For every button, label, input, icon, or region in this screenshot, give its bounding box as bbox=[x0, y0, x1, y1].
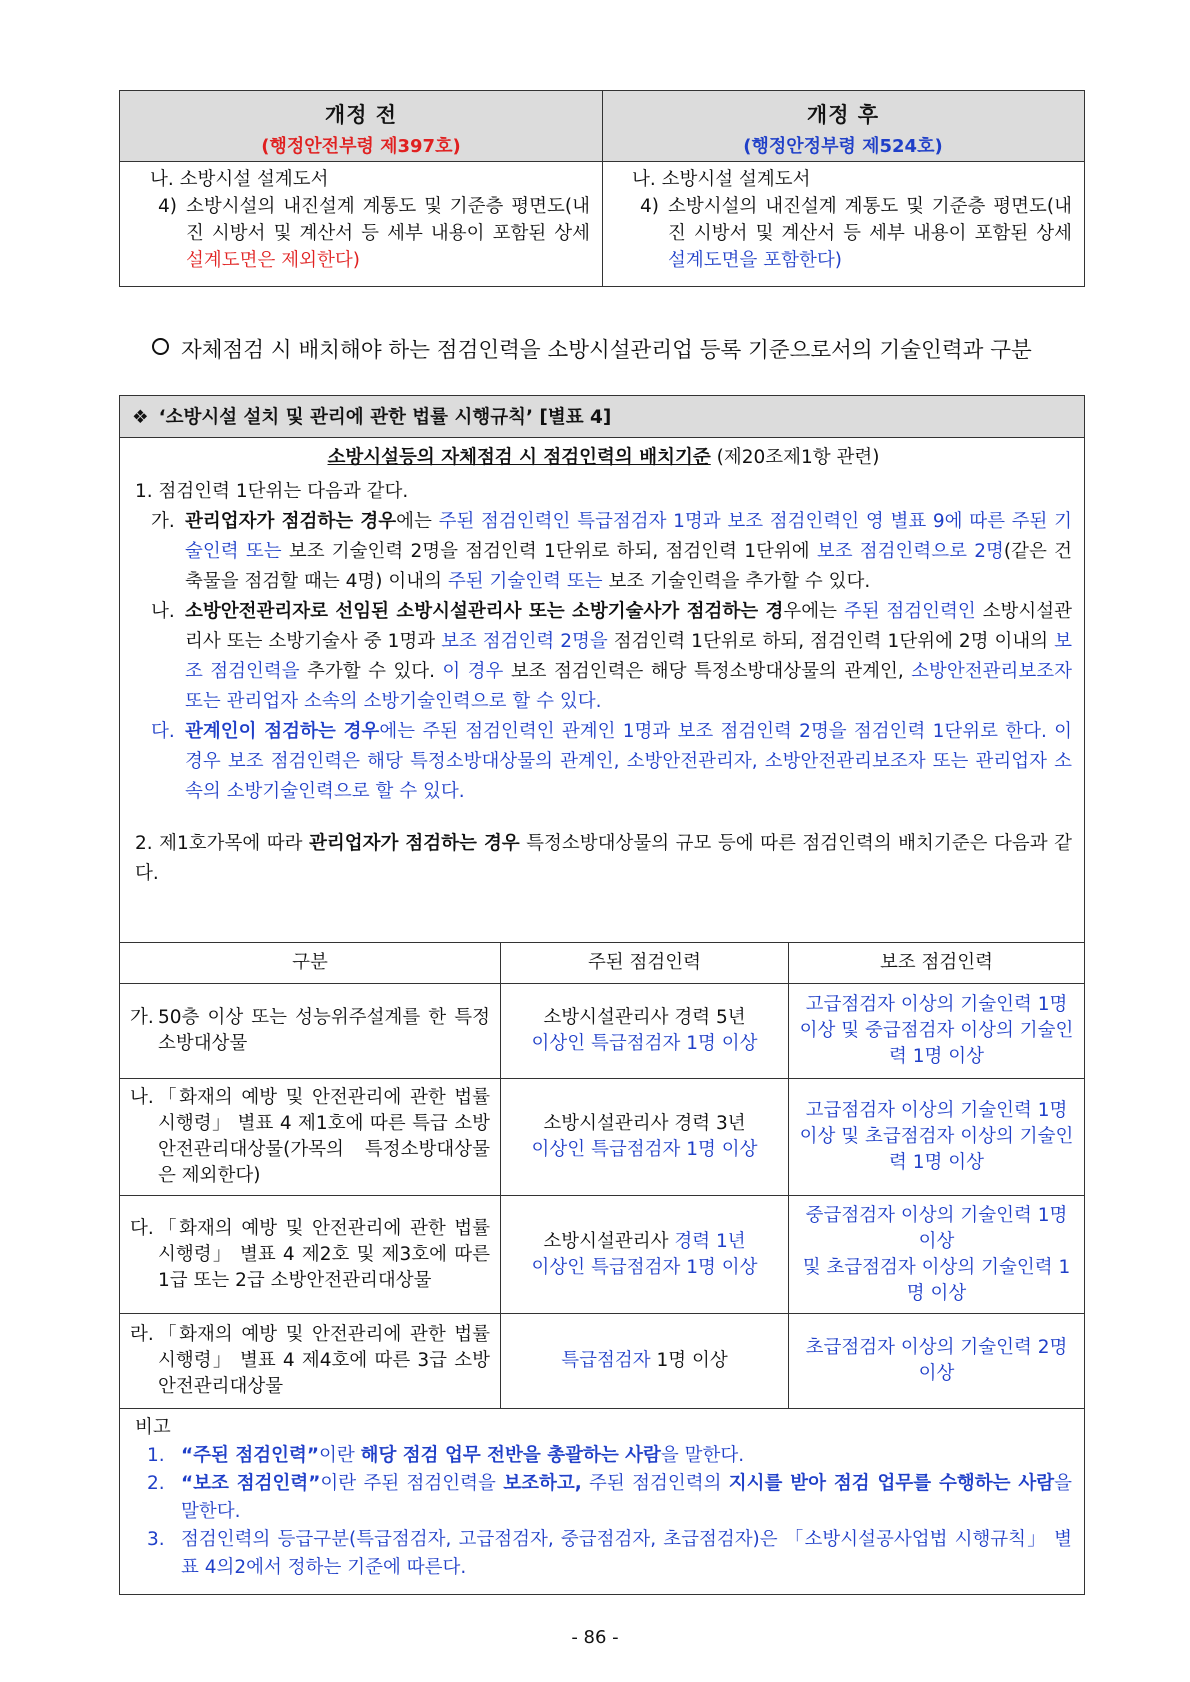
paragraph-2 bbox=[135, 829, 1072, 889]
before-item-text-a: 소방시설의 내진설계 계통도 및 기준층 평면도(내진 시방서 및 계산서 등 세부 내용이 포함된 상세 bbox=[186, 196, 590, 244]
item-ga-t6: (같은 건축물을 점검할 때는 4명) 이내의 bbox=[185, 541, 1072, 592]
row-ra-cat: 「화재의 예방 및 안전관리에 관한 법률 시행령」 별표 4 제4호에 따른 3급 소방안전관리대상물 bbox=[158, 1324, 490, 1397]
bullet-heading-text: 자체점검 시 배치해야 하는 점검인력을 소방시설관리업 등록 기준으로서의 기술인력과 구분 bbox=[181, 338, 1032, 363]
note-1 bbox=[135, 1442, 1072, 1470]
grid-row-ra bbox=[120, 1314, 1084, 1409]
item-ga bbox=[135, 507, 1072, 597]
paragraph-2-a: 2. 제1호가목에 따라 bbox=[135, 833, 309, 854]
notes-label: 비고 bbox=[135, 1417, 171, 1438]
row-ga-no: 가. bbox=[130, 1007, 154, 1028]
row-da-category bbox=[120, 1196, 501, 1313]
item-da bbox=[135, 717, 1072, 807]
item-na-text bbox=[185, 597, 1072, 717]
note-2-b: 이란 주된 점검인력을 bbox=[320, 1473, 504, 1494]
grid-header-row bbox=[120, 943, 1084, 984]
row-ga-main-b: 이상인 특급점검자 1명 이상 bbox=[531, 1033, 758, 1054]
row-da-sub bbox=[789, 1196, 1084, 1313]
row-ga-category bbox=[120, 984, 501, 1078]
row-da-main-a0: 소방시설관리사 bbox=[543, 1230, 675, 1252]
note-2-text bbox=[181, 1470, 1072, 1526]
item-na-bold: 소방안전관리자로 선임된 소방시설관리사 또는 소방기술사가 점검하는 경 bbox=[185, 601, 784, 622]
note-1-c: 해당 점검 업무 전반을 총괄하는 사람 bbox=[360, 1445, 661, 1466]
note-2-f: 을 말한다. bbox=[181, 1473, 1072, 1522]
note-2-c: 보조하고, bbox=[503, 1473, 582, 1494]
item-na-blue5: 소방안전관리보조자 또는 관리업자 소속의 소방기술인력으로 할 수 있다. bbox=[185, 661, 1072, 712]
item-ga-blue2: 보조 점검인력으로 2명 bbox=[816, 541, 1004, 562]
paragraph-1: 1. 점검인력 1단위는 다음과 같다. bbox=[135, 481, 409, 502]
annex-title-ref: (제20조제1항 관련) bbox=[716, 447, 880, 468]
annex-title-text: 소방시설등의 자체점검 시 점검인력의 배치기준 bbox=[327, 447, 711, 468]
row-na-sub: 고급점검자 이상의 기술인력 1명 이상 및 초급점검자 이상의 기술인력 1명 이상 bbox=[799, 1100, 1074, 1173]
item-na-blue1: 주된 점검인력인 bbox=[843, 601, 976, 622]
diamond-bullet-icon: ❖ bbox=[132, 407, 149, 428]
annex-title bbox=[135, 443, 1072, 473]
annex-caption bbox=[120, 396, 1084, 438]
row-da-cat: 「화재의 예방 및 안전관리에 관한 법률 시행령」 별표 4 제2호 및 제3호에 따른 1급 또는 2급 소방안전관리대상물 bbox=[158, 1217, 490, 1291]
row-ga-sub: 고급점검자 이상의 기술인력 1명 이상 및 중급점검자 이상의 기술인력 1명 이상 bbox=[799, 994, 1074, 1067]
after-item-no: 4) bbox=[640, 196, 659, 217]
before-item-text-changed: 설계도면은 제외한다) bbox=[186, 250, 360, 271]
row-na-main-b: 이상인 특급점검자 1명 이상 bbox=[531, 1139, 758, 1160]
grid-row-da bbox=[120, 1196, 1084, 1314]
page-number: - 86 - bbox=[571, 1627, 619, 1648]
paragraph-2-bold: 관리업자가 점검하는 경우 bbox=[309, 833, 520, 854]
before-item-no: 4) bbox=[158, 196, 177, 217]
note-1-d: 을 말한다. bbox=[660, 1445, 745, 1466]
item-na-t2: 우에는 bbox=[783, 601, 844, 622]
note-1-text bbox=[181, 1442, 1072, 1470]
item-da-t2: 에는 주된 점검인력인 관계인 1명과 보조 점검인력 2명을 점검인력 1단위로 한다. 이 경우 보조 점검인력은 해당 특정소방대상물의 관계인, 소방안전관리자, 소방안전관리보조자 또는 관리업자 소속의 소방기술인력으로 할 수 있다. bbox=[185, 721, 1072, 802]
row-na-cat: 「화재의 예방 및 안전관리에 관한 법률 시행령」 별표 4 제1호에 따른 특급 소방안전관리대상물(가목의 특정소방대상물은 제외한다) bbox=[158, 1087, 490, 1186]
annex-table bbox=[119, 395, 1085, 1595]
row-da-main-b: 이상인 특급점검자 1명 이상 bbox=[531, 1256, 758, 1278]
before-subtitle: (행정안전부령 제397호) bbox=[261, 136, 461, 157]
after-item bbox=[632, 193, 1072, 274]
before-section: 나. 소방시설 설계도서 bbox=[150, 169, 329, 190]
before-title: 개정 전 bbox=[324, 103, 398, 127]
header-category: 구분 bbox=[120, 943, 501, 983]
row-da-sub-b: 및 초급점검자 이상의 기술인력 1명 이상 bbox=[802, 1256, 1071, 1304]
row-na-main bbox=[501, 1079, 789, 1195]
before-header bbox=[120, 91, 602, 162]
note-2-a: “보조 점검인력” bbox=[181, 1473, 321, 1494]
item-na bbox=[135, 597, 1072, 717]
after-title: 개정 후 bbox=[806, 103, 880, 127]
note-2-no: 2. bbox=[147, 1473, 165, 1494]
item-ga-t4: 보조 기술인력 2명을 점검인력 1단위로 하되, 점검인력 1단위에 bbox=[281, 541, 817, 562]
item-na-t4: 소방시설관리사 또는 소방기술사 중 1명과 bbox=[185, 601, 1072, 652]
before-cell bbox=[120, 162, 602, 286]
row-da-sub-a: 중급점검자 이상의 기술인력 1명 이상 bbox=[805, 1204, 1068, 1252]
item-na-blue3: 보조 점검인력을 bbox=[185, 631, 1072, 682]
item-ga-text bbox=[185, 507, 1072, 597]
row-da-main bbox=[501, 1196, 789, 1313]
paragraph-2-c: 특정소방대상물의 규모 등에 따른 점검인력의 배치기준은 다음과 같다. bbox=[135, 833, 1072, 884]
after-item-text-changed: 설계도면을 포함한다) bbox=[668, 250, 842, 271]
row-da-main-a: 경력 1년 bbox=[674, 1230, 746, 1252]
item-ga-blue1: 주된 점검인력인 특급점검자 1명과 보조 점검인력인 영 별표 9에 따른 주된 기술인력 또는 bbox=[185, 511, 1072, 562]
row-ra-no: 라. bbox=[130, 1324, 154, 1345]
item-ga-t8: 보조 기술인력을 추가할 수 있다. bbox=[602, 571, 871, 592]
item-na-t10: 보조 점검인력은 해당 특정소방대상물의 관계인, bbox=[503, 661, 912, 682]
grid-row-na bbox=[120, 1079, 1084, 1196]
after-subtitle: (행정안정부령 제524호) bbox=[743, 136, 943, 157]
row-na-no: 나. bbox=[130, 1087, 154, 1108]
item-da-text bbox=[185, 717, 1072, 807]
note-1-b: 이란 bbox=[319, 1445, 361, 1466]
note-1-a: “주된 점검인력” bbox=[181, 1445, 319, 1466]
after-cell bbox=[602, 162, 1084, 286]
staffing-grid bbox=[120, 942, 1084, 1397]
row-ra-main-b: 1명 이상 bbox=[650, 1350, 728, 1371]
row-ra-main bbox=[501, 1314, 789, 1408]
annex-caption-text: ‘소방시설 설치 및 관리에 관한 법률 시행규칙’ [별표 4] bbox=[158, 407, 612, 428]
row-ra-sub: 초급점검자 이상의 기술인력 2명 이상 bbox=[805, 1337, 1068, 1384]
item-ga-bold: 관리업자가 점검하는 경우 bbox=[185, 511, 397, 532]
row-da-no: 다. bbox=[130, 1217, 154, 1239]
note-2-d: 주된 점검인력의 bbox=[581, 1473, 729, 1494]
note-3-no: 3. bbox=[147, 1529, 165, 1550]
row-ga-cat: 50층 이상 또는 성능위주설계를 한 특정소방대상물 bbox=[158, 1007, 490, 1054]
notes-section bbox=[120, 1410, 1084, 1582]
after-section: 나. 소방시설 설계도서 bbox=[632, 169, 811, 190]
grid-row-ga bbox=[120, 984, 1084, 1079]
item-na-t6: 점검인력 1단위로 하되, 점검인력 1단위에 2명 이내의 bbox=[607, 631, 1055, 652]
item-da-no: 다. bbox=[151, 721, 175, 742]
note-3-text: 점검인력의 등급구분(특급점검자, 고급점검자, 중급점검자, 초급점검자)은 「소방시설공사업법 시행규칙」 별표 4의2에서 정하는 기준에 따른다. bbox=[181, 1529, 1072, 1578]
bullet-heading bbox=[152, 333, 1032, 364]
note-1-no: 1. bbox=[147, 1445, 165, 1466]
row-na-main-a: 소방시설관리사 경력 3년 bbox=[543, 1113, 746, 1134]
circle-bullet-icon bbox=[152, 338, 169, 355]
amendment-table bbox=[119, 90, 1085, 287]
note-3 bbox=[135, 1526, 1072, 1582]
before-item bbox=[150, 193, 590, 274]
row-na-category bbox=[120, 1079, 501, 1195]
item-na-no: 나. bbox=[151, 601, 175, 622]
item-ga-blue3: 주된 기술인력 또는 bbox=[447, 571, 603, 592]
annex-body bbox=[120, 438, 1084, 936]
row-ga-main bbox=[501, 984, 789, 1078]
item-da-bold: 관계인이 점검하는 경우 bbox=[185, 721, 380, 742]
after-item-text-a: 소방시설의 내진설계 계통도 및 기준층 평면도(내진 시방서 및 계산서 등 세부 내용이 포함된 상세 bbox=[668, 196, 1072, 244]
item-na-blue2: 보조 점검인력 2명을 bbox=[441, 631, 608, 652]
note-2-e: 지시를 받아 점검 업무를 수행하는 사람 bbox=[728, 1473, 1055, 1494]
after-item-text bbox=[668, 193, 1072, 274]
row-ra-category bbox=[120, 1314, 501, 1408]
after-header bbox=[602, 91, 1084, 162]
before-item-text bbox=[186, 193, 590, 274]
item-ga-t2: 에는 bbox=[396, 511, 439, 532]
note-2 bbox=[135, 1470, 1072, 1526]
item-na-blue4: 이 경우 bbox=[442, 661, 504, 682]
item-na-t8: 추가할 수 있다. bbox=[299, 661, 443, 682]
header-sub: 보조 점검인력 bbox=[879, 952, 994, 973]
row-ga-main-a: 소방시설관리사 경력 5년 bbox=[543, 1007, 746, 1028]
item-ga-no: 가. bbox=[151, 511, 175, 532]
row-ra-main-a: 특급점검자 bbox=[561, 1350, 651, 1371]
header-main: 주된 점검인력 bbox=[501, 943, 789, 983]
